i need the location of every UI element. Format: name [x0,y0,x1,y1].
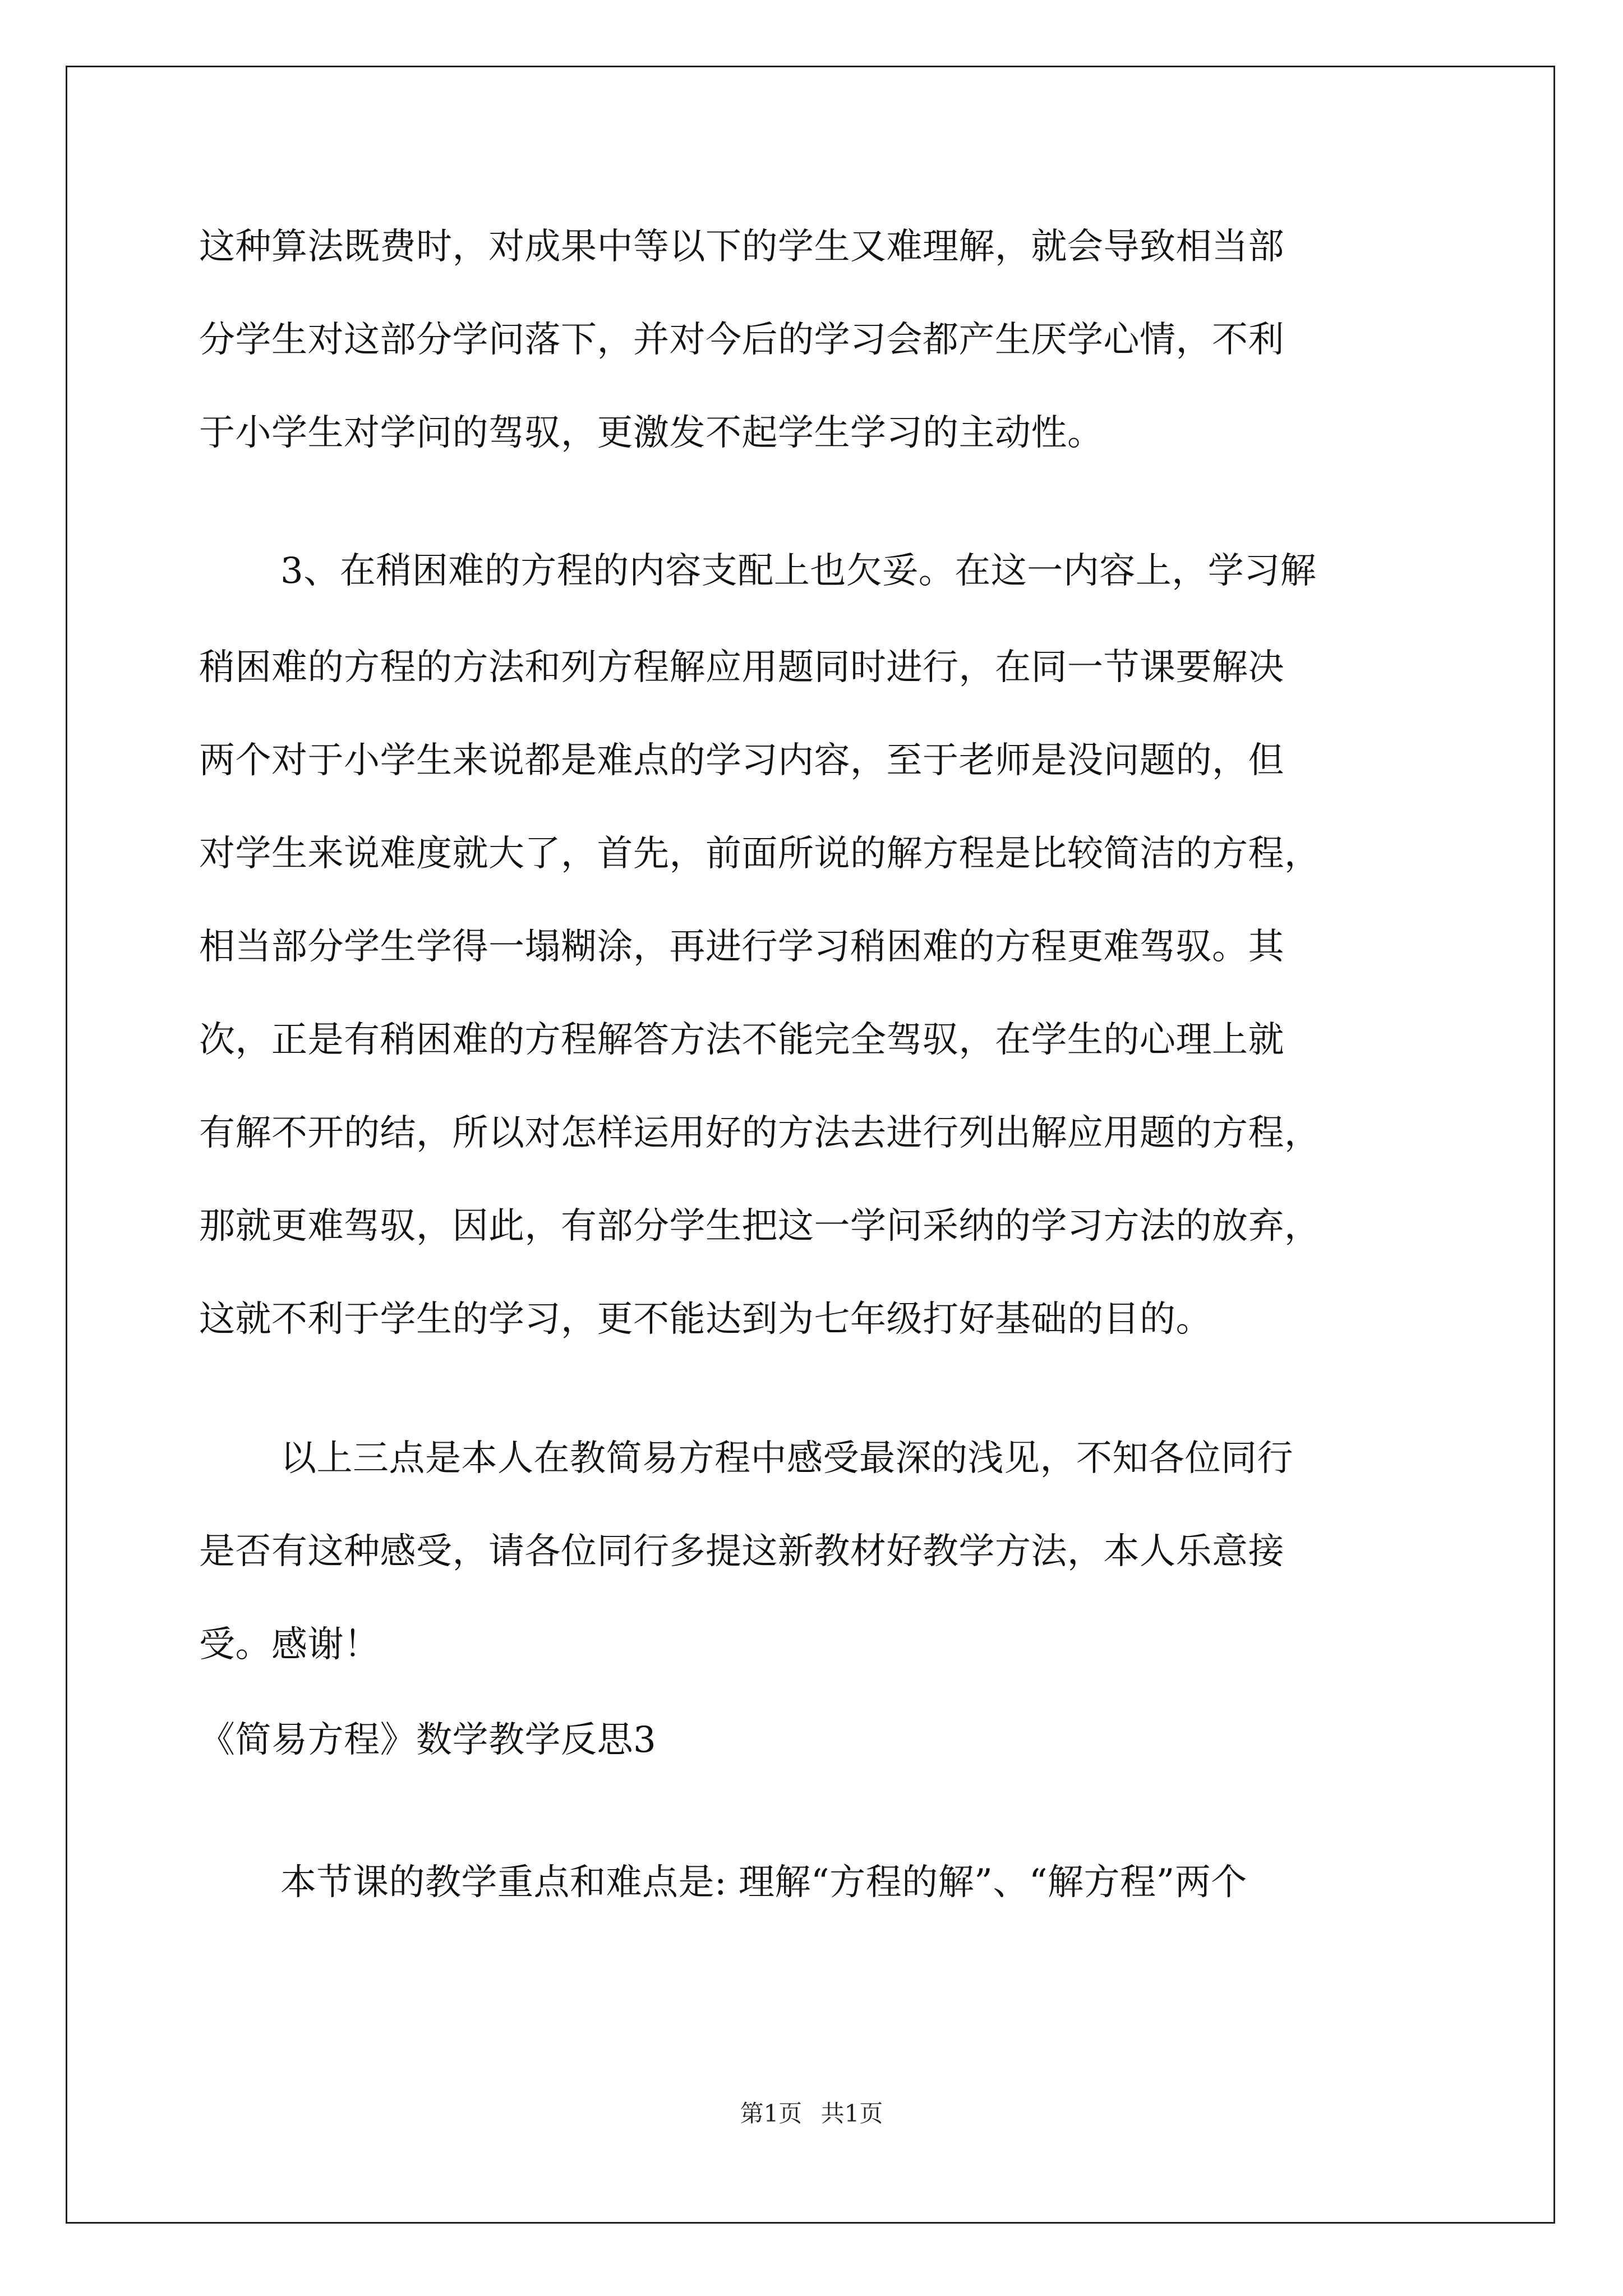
paragraph-line: 这种算法既费时，对成果中等以下的学生又难理解，就会导致相当部 [199,226,1284,268]
paragraph-line: 于小学生对学问的驾驭，更激发不起学生学习的主动性。 [199,412,1104,454]
paragraph-line: 受。感谢！ [199,1624,380,1665]
paragraph-line: 相当部分学生学得一塌糊涂，再进行学习稍困难的方程更难驾驭。其 [199,926,1284,968]
section-heading: 《简易方程》数学教学反思3 [199,1719,657,1761]
paragraph-line: 以上三点是本人在教简易方程中感受最深的浅见，不知各位同行 [280,1438,1293,1479]
paragraph-line: 3、在稍困难的方程的内容支配上也欠妥。在这一内容上，学习解 [280,550,1317,592]
paragraph-line: 有解不开的结，所以对怎样运用好的方法去进行列出解应用题的方程， [199,1112,1321,1154]
page-footer [0,2097,1623,2131]
paragraph-line: 对学生来说难度就大了，首先，前面所说的解方程是比较简洁的方程， [199,833,1321,875]
paragraph-line: 这就不利于学生的学习，更不能达到为七年级打好基础的目的。 [199,1299,1212,1340]
paragraph-line: 两个对于小学生来说都是难点的学习内容，至于老师是没问题的，但 [199,740,1284,781]
paragraph-line: 次，正是有稍困难的方程解答方法不能完全驾驭，在学生的心理上就 [199,1019,1284,1061]
page-total: 共1页 [820,2100,883,2127]
paragraph-line: 分学生对这部分学问落下，并对今后的学习会都产生厌学心情，不利 [199,319,1284,361]
paragraph-line: 稍困难的方程的方法和列方程解应用题同时进行，在同一节课要解决 [199,647,1284,688]
paragraph-line: 那就更难驾驭，因此，有部分学生把这一学问采纳的学习方法的放弃， [199,1205,1321,1247]
paragraph-line: 是否有这种感受，请各位同行多提这新教材好教学方法，本人乐意接 [199,1531,1284,1572]
paragraph-line: 本节课的教学重点和难点是: 理解“方程的解”、“解方程”两个 [280,1862,1247,1903]
page-number: 第1页 [740,2100,803,2127]
